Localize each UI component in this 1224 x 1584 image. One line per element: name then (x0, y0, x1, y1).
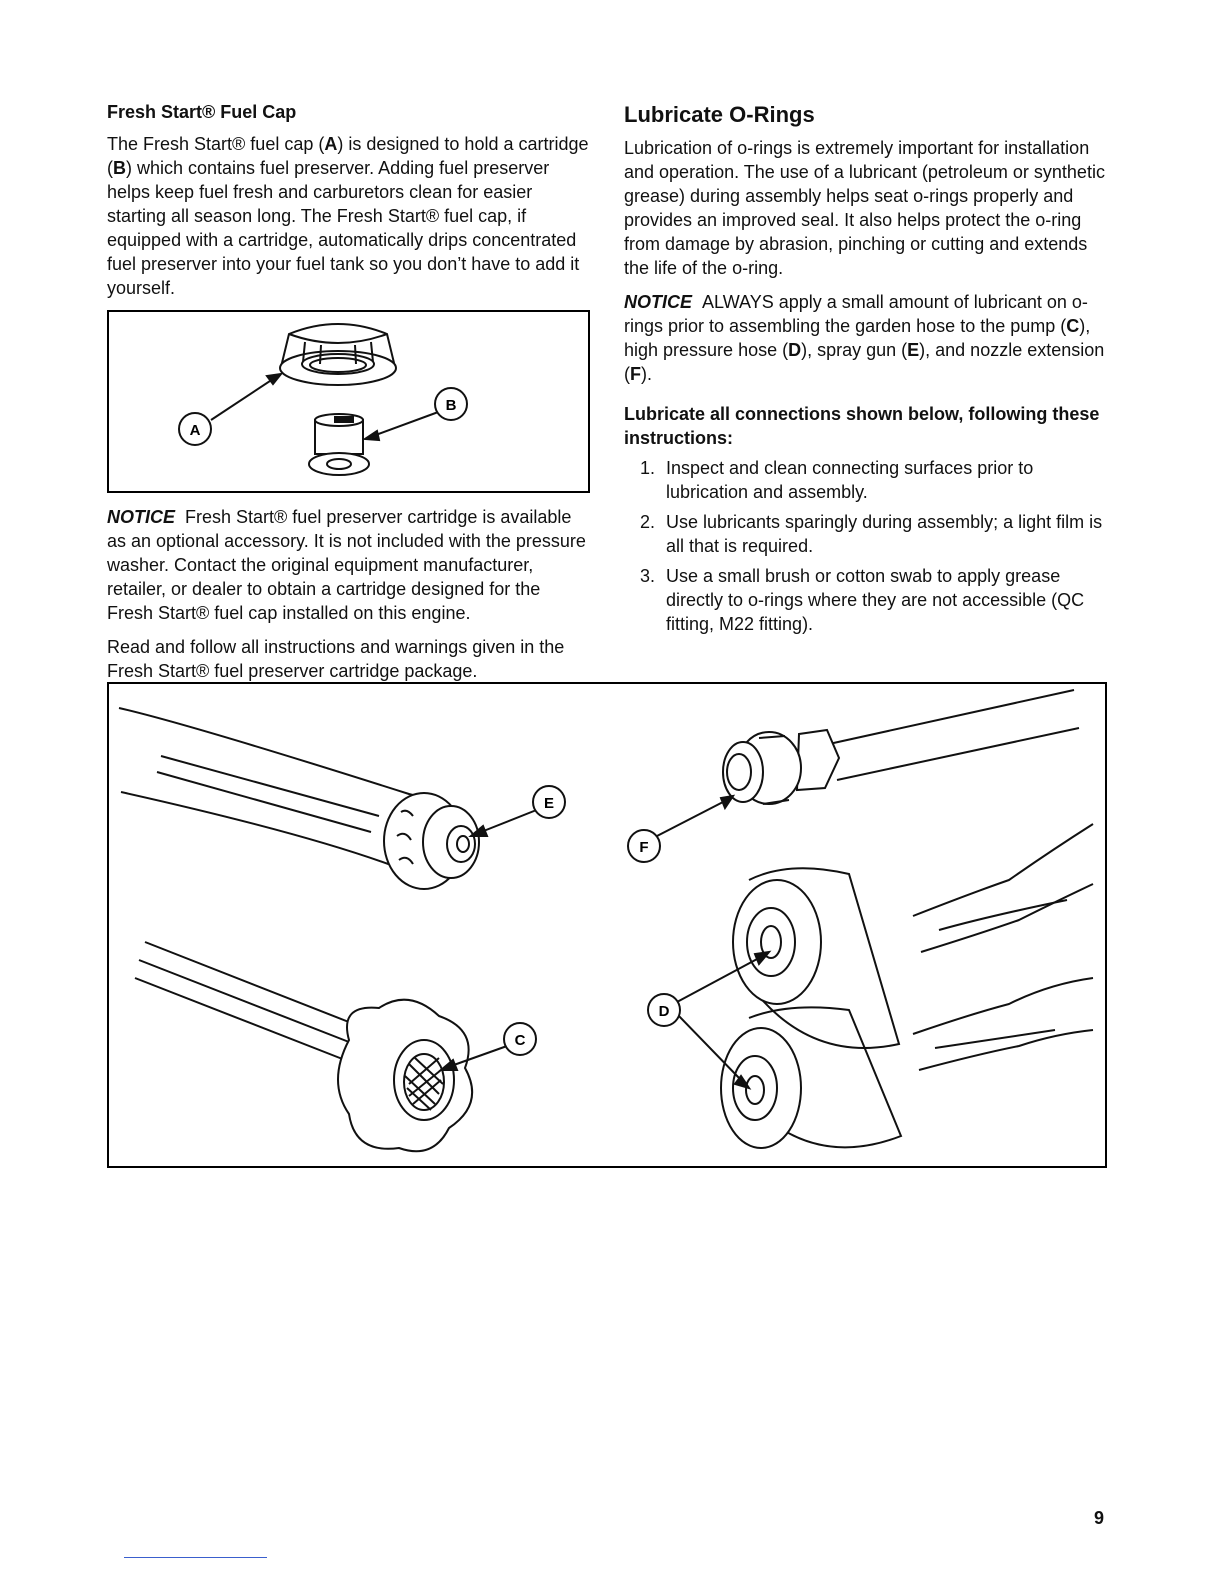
cartridge-drawing (309, 414, 369, 475)
fresh-start-paragraph: The Fresh Start® fuel cap (A) is designed to hold a cartridge (B) which contains fuel preserver. Adding fuel preserver helps keep fuel fresh and carburetors clean for easier starting all season long. The Fresh Start® fuel cap, if equipped with a cartridge, automatically drips concentrated fuel preserver into your fuel tank so you don’t have to add it yourself. (107, 134, 589, 298)
right-column (624, 100, 1108, 642)
footer-rule (124, 1557, 267, 1558)
lubricate-notice: NOTICE ALWAYS apply a small amount of lubricant on o-rings prior to assembling the garden hose to the pump (C), high pressure hose (D), spray gun (E), and nozzle extension (F). (624, 292, 1105, 384)
fuel-cap-illustration (109, 312, 588, 491)
page-number: 9 (1094, 1508, 1105, 1528)
connections-figure (107, 682, 1107, 1168)
fresh-start-instructions-paragraph: Read and follow all instructions and warnings given in the Fresh Start® fuel preserver cartridge package. (107, 637, 565, 681)
callout-e-label: E (543, 795, 555, 812)
lubricate-paragraph: Lubrication of o-rings is extremely important for installation and operation. The use of a lubricant (petroleum or synthetic grease) during assembly helps seat o-rings properly and provides an improved seal. It also helps protect the o-ring from damage by abrasion, pinching or cutting and extends the life of the o-ring. (624, 138, 1105, 278)
high-pressure-hose-drawing (721, 824, 1093, 1148)
fuel-cap-figure (107, 310, 590, 493)
fresh-start-notice: NOTICE Fresh Start® fuel preserver cartridge is available as an optional accessory. It is not included with the pressure washer. Contact the original equipment manufacturer, retailer, or dealer to obtain a cartridge designed for the Fresh Start® fuel cap installed on this engine. (107, 507, 586, 623)
left-column (107, 100, 591, 693)
step-item: 2. Use lubricants sparingly during assembly; a light film is all that is required. (640, 512, 1103, 556)
connections-illustration (109, 684, 1105, 1166)
step-item: 3. Use a small brush or cotton swab to apply grease directly to o-rings where they are not accessible (QC fitting, M22 fitting). (640, 566, 1085, 634)
fresh-start-subheading: Fresh Start® Fuel Cap (107, 102, 297, 122)
fuel-cap-drawing (280, 324, 396, 385)
lubricate-heading: Lubricate O-Rings (624, 102, 815, 127)
garden-hose-drawing (135, 942, 472, 1151)
spray-gun-drawing (119, 708, 479, 889)
nozzle-extension-drawing (723, 690, 1079, 804)
callout-b-label: B (445, 397, 457, 414)
lubricate-intro: Lubricate all connections shown below, following these instructions: (624, 404, 1100, 448)
step-item: 1. Inspect and clean connecting surfaces prior to lubrication and assembly. (640, 458, 1034, 502)
callout-c-label: C (514, 1032, 526, 1049)
lubricate-steps (624, 456, 1108, 636)
callout-f-label: F (639, 839, 649, 856)
callout-a-label: A (189, 422, 201, 439)
callout-d-label: D (658, 1003, 670, 1020)
